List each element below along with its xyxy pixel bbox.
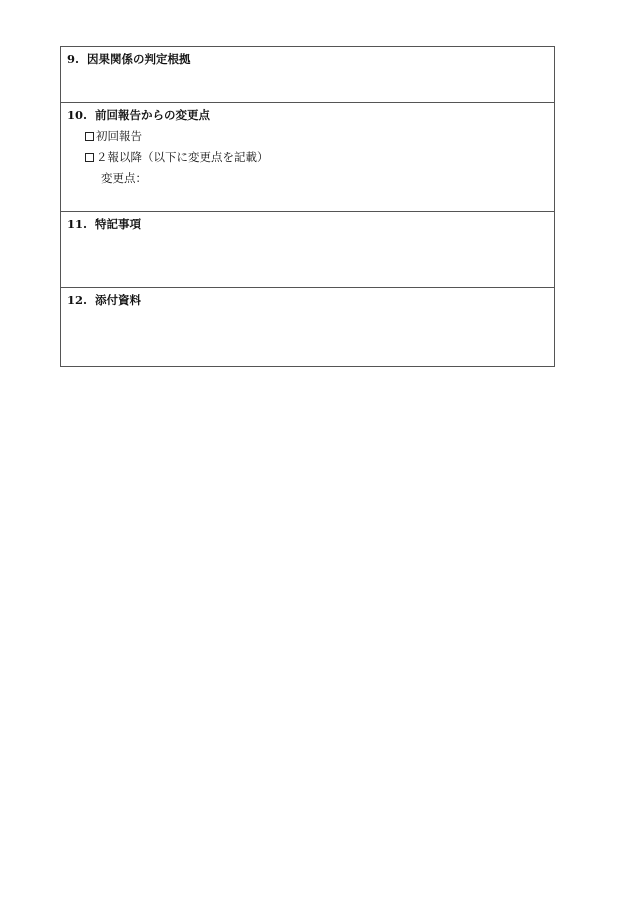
section-causality-basis (61, 47, 554, 103)
section-heading (67, 216, 548, 232)
section-special-notes (61, 212, 554, 288)
section-number: 10. (67, 108, 88, 122)
change-points-label: 変更点： (101, 171, 147, 185)
section-title: 因果関係の判定根拠 (87, 52, 191, 66)
section-heading (67, 292, 548, 308)
option-initial-report[interactable] (85, 128, 548, 144)
section-number: 12. (67, 293, 88, 307)
section-number: 11. (67, 217, 88, 231)
section-title: 添付資料 (95, 293, 142, 307)
option-label: ２報以降（以下に変更点を記載） (96, 150, 269, 164)
section-heading (67, 107, 548, 123)
checkbox-second-or-later-report[interactable] (85, 153, 94, 162)
section-changes-from-previous (61, 103, 554, 212)
checkbox-initial-report[interactable] (85, 132, 94, 141)
report-form-table (60, 46, 555, 367)
section-heading (67, 51, 548, 67)
section-number: 9. (67, 52, 80, 66)
option-label: 初回報告 (96, 129, 142, 143)
section-title: 特記事項 (95, 217, 142, 231)
section-title: 前回報告からの変更点 (95, 108, 211, 122)
option-second-or-later-report[interactable] (85, 149, 548, 165)
section-attachments (61, 288, 554, 366)
